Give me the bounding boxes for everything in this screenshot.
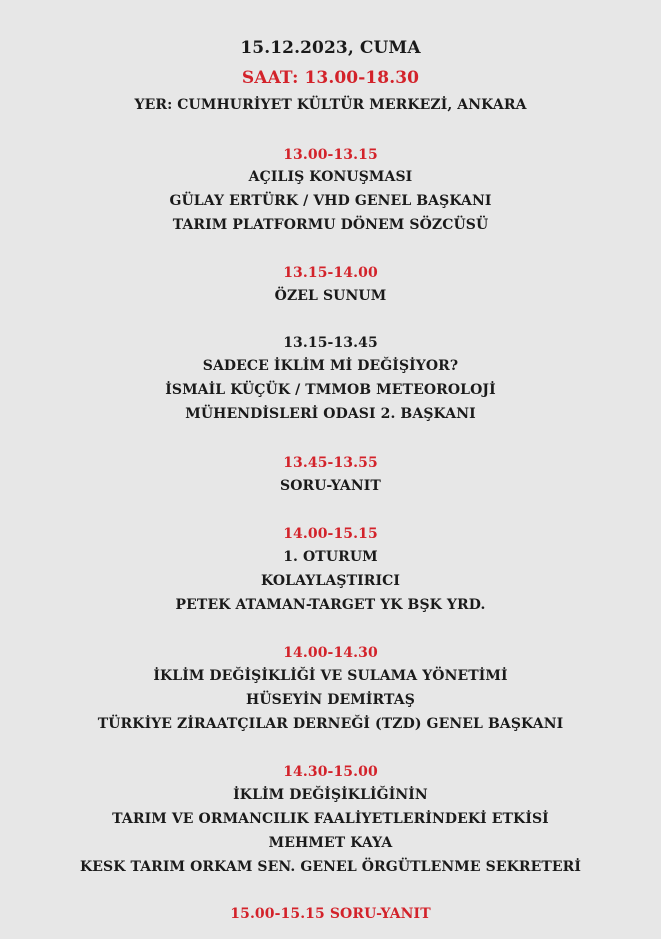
session-5-line-3: PETEK ATAMAN-TARGET YK BŞK YRD. (175, 597, 486, 613)
session-3-line-3: MÜHENDİSLERİ ODASI 2. BAŞKANI (185, 406, 476, 422)
session-1-line-3: TARIM PLATFORMU DÖNEM SÖZCÜSÜ (172, 217, 489, 233)
session-5-time: 14.00-15.15 (283, 526, 378, 542)
session-2-time: 13.15-14.00 (283, 265, 378, 281)
event-time: SAAT: 13.00-18.30 (241, 68, 420, 88)
session-5-line-2: KOLAYLAŞTIRICI (260, 573, 401, 589)
event-venue: YER: CUMHURİYET KÜLTÜR MERKEZİ, ANKARA (134, 97, 527, 113)
session-1-line-1: AÇILIŞ KONUŞMASI (248, 169, 413, 185)
session-3-line-1: SADECE İKLİM Mİ DEĞİŞİYOR? (202, 358, 459, 374)
session-3-line-2: İSMAİL KÜÇÜK / TMMOB METEOROLOJİ (165, 382, 496, 398)
event-date: 15.12.2023, CUMA (240, 38, 421, 58)
session-5-line-1: 1. OTURUM (283, 549, 378, 565)
session-7-line-1: İKLİM DEĞİŞİKLİĞİNİN (233, 787, 428, 803)
session-2-line-1: ÖZEL SUNUM (274, 288, 387, 304)
session-4-time: 13.45-13.55 (283, 455, 378, 471)
session-7-time: 14.30-15.00 (283, 764, 378, 780)
session-7-line-2: TARIM VE ORMANCILIK FAALİYETLERİNDEKİ ETKİSİ (112, 811, 549, 827)
session-3-time: 13.15-13.45 (283, 335, 378, 351)
session-4-line-1: SORU-YANIT (280, 478, 381, 494)
session-8-time: 15.00-15.15 SORU-YANIT (230, 906, 431, 922)
session-6-time: 14.00-14.30 (283, 645, 378, 661)
session-1-time: 13.00-13.15 (283, 147, 378, 163)
session-6-line-1: İKLİM DEĞİŞİKLİĞİ VE SULAMA YÖNETİMİ (153, 668, 508, 684)
session-7-line-4: KESK TARIM ORKAM SEN. GENEL ÖRGÜTLENME SEKRETERİ (79, 859, 582, 875)
session-1-line-2: GÜLAY ERTÜRK / VHD GENEL BAŞKANI (169, 193, 492, 209)
session-6-line-2: HÜSEYİN DEMİRTAŞ (246, 692, 415, 708)
session-6-line-3: TÜRKİYE ZİRAATÇILAR DERNEĞİ (TZD) GENEL BAŞKANI (97, 716, 564, 732)
session-7-line-3: MEHMET KAYA (268, 835, 393, 851)
